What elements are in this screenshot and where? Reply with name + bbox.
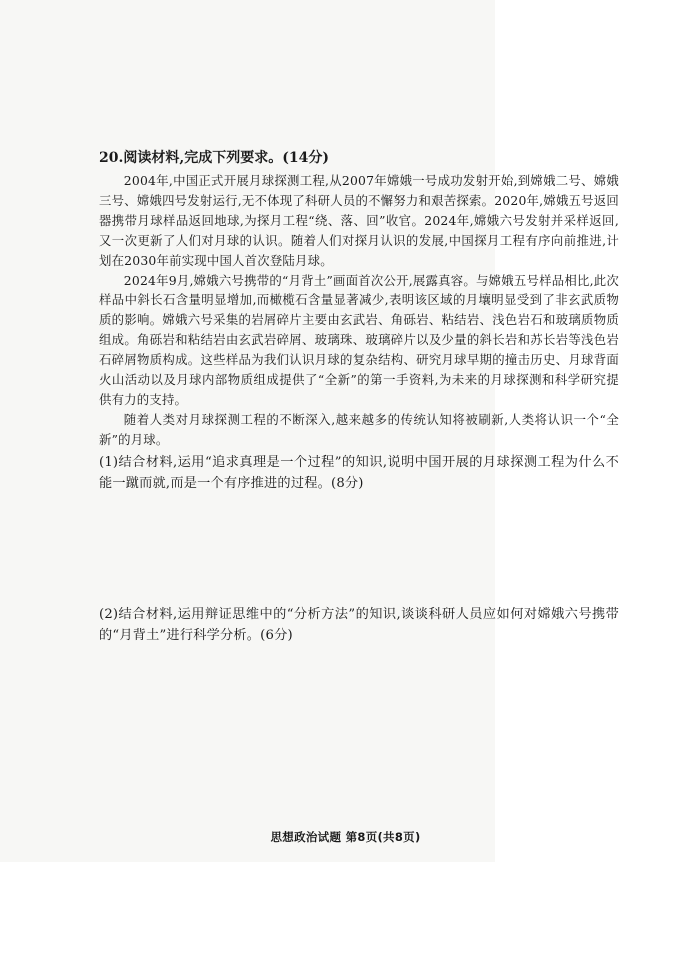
material-paragraph-1: 2004年,中国正式开展月球探测工程,从2007年嫦娥一号成功发射开始,到嫦娥二号、嫦娥三号、嫦娥四号发射运行,无不体现了科研人员的不懈努力和艰苦探索。2020年,嫦娥五号返回器携带月球样品返回地球,为探月工程“绕、落、回”收官。2024年,嫦娥六号发射并采样返回,又一次更新了人们对月球的认识。随着人们对探月认识的发展,中国探月工程有序向前推进,计划在2030年前实现中国人首次登陆月球。 — [99, 173, 619, 268]
question-heading: 20.阅读材料,完成下列要求。(14分) — [99, 150, 329, 166]
sub-question-2: (2)结合材料,运用辩证思维中的“分析方法”的知识,谈谈科研人员应如何对嫦娥六号携带的“月背土”进行科学分析。(6分) — [99, 607, 619, 643]
question-20 — [99, 148, 619, 494]
page-footer: 思想政治试题 第8页(共8页) — [270, 830, 421, 844]
material-paragraph-2: 2024年9月,嫦娥六号携带的“月背土”画面首次公开,展露真容。与嫦娥五号样品相比,此次样品中斜长石含量明显增加,而橄榄石含量显著减少,表明该区域的月壤明显受到了非玄武质物质的影响。嫦娥六号采集的岩屑碎片主要由玄武岩、角砾岩、粘结岩、浅色岩石和玻璃质物质组成。角砾岩和粘结岩由玄武岩碎屑、玻璃珠、玻璃碎片以及少量的斜长岩和苏长岩等浅色岩石碎屑物质构成。这些样品为我们认识月球的复杂结构、研究月球早期的撞击历史、月球背面火山活动以及月球内部物质组成提供了“全新”的第一手资料,为未来的月球探测和科学研究提供有力的支持。 — [99, 272, 619, 407]
material-paragraph-3: 随着人类对月球探测工程的不断深入,越来越多的传统认知将被刷新,人类将认识一个“全新”的月球。 — [99, 411, 619, 447]
sub-question-1: (1)结合材料,运用“追求真理是一个过程”的知识,说明中国开展的月球探测工程为什么不能一蹴而就,而是一个有序推进的过程。(8分) — [99, 454, 619, 491]
scan-margin-bottom — [0, 862, 691, 977]
